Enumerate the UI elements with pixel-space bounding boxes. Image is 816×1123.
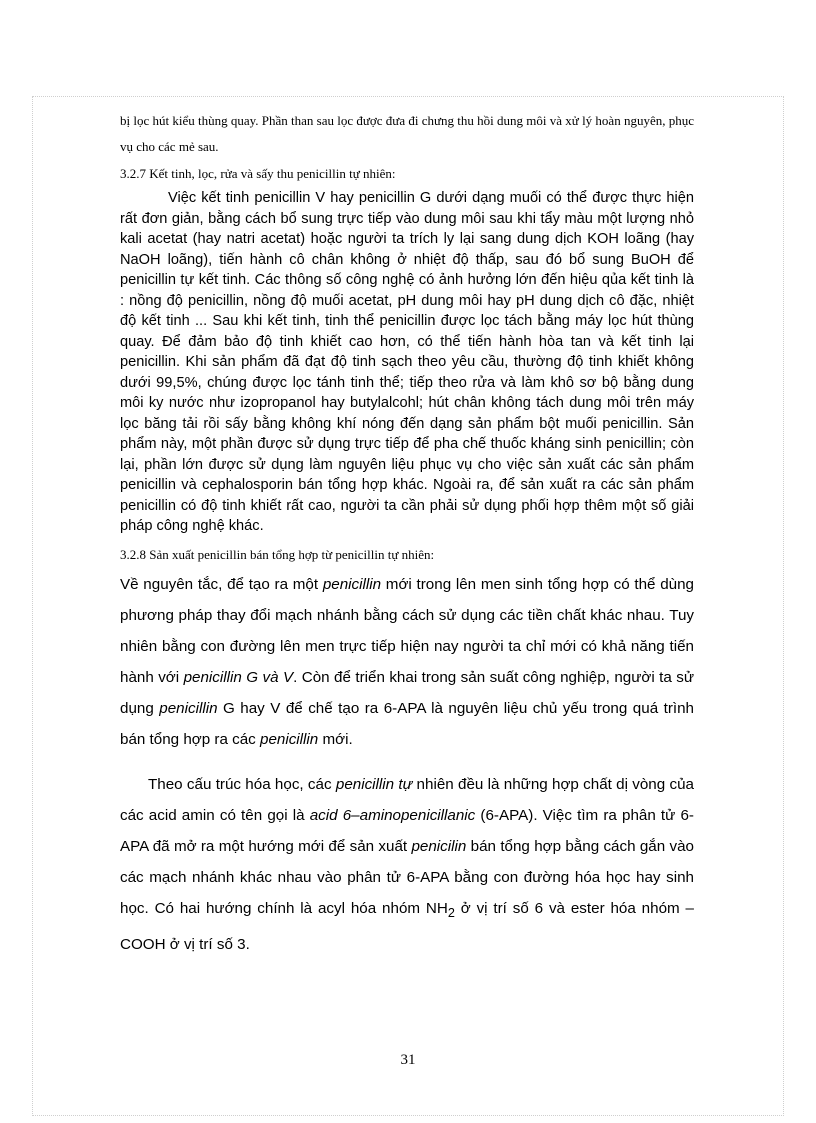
page-content: [120, 108, 694, 960]
italic-run: penicillin G và V: [183, 668, 294, 686]
italic-run: penicillin tự: [335, 775, 413, 793]
top-paragraph: bị lọc hút kiểu thùng quay. Phần than sau lọc được đưa đi chưng thu hồi dung môi và xử lý hoàn nguyên, phục vụ cho các mẻ sau.: [120, 113, 694, 154]
text-run: G hay V để chế tạo ra 6-APA là nguyên liệu chủ yếu trong quá trình bán tổng hợp ra các: [120, 699, 694, 748]
section-heading-3-2-7: 3.2.7 Kết tinh, lọc, rửa và sấy thu penicillin tự nhiên:: [120, 166, 396, 181]
text-run: (6-APA). Việc tìm ra phân tử 6-APA đã mở ra một hướng mới để sản xuất: [120, 806, 694, 855]
page-number: 31: [400, 1052, 416, 1068]
italic-run: penicilin: [411, 837, 467, 855]
text-run: Về nguyên tắc, để tạo ra một: [120, 575, 323, 593]
paragraph-principle: [120, 569, 694, 755]
section-heading-3-2-8: 3.2.8 Sản xuất penicillin bán tổng hợp từ penicillin tự nhiên:: [120, 546, 435, 562]
italic-run: penicillin: [159, 699, 218, 717]
text-run: bán tổng hợp bằng cách gắn vào các mạch nhánh khác nhau vào phân tử 6-APA bằng con đường hóa học hay sinh học. Có hai hướng chính là acyl hóa nhóm NH: [120, 837, 695, 917]
text-run: nhiên đều là những hợp chất dị vòng của các acid amin có tên gọi là: [120, 775, 694, 824]
text-run: mới.: [318, 730, 353, 748]
text-run: . Còn để triển khai trong sản suất công nghiệp, người ta sử dụng: [120, 668, 695, 717]
paragraph-chemical-structure: [120, 769, 694, 960]
text-run: mới trong lên men sinh tổng hợp có thể dùng phương pháp thay đổi mạch nhánh bằng cách sử dụng các tiền chất khác nhau. Tuy nhiên bằng con đường lên men trực tiếp hiện nay người ta chỉ mới có khả năng tiến hành với: [120, 575, 694, 686]
italic-run: penicillin: [260, 730, 319, 748]
italic-run: acid 6–aminopenicillanic: [309, 806, 476, 824]
text-run: Theo cấu trúc hóa học, các: [148, 775, 336, 793]
text-run: ở vị trí số 6 và ester hóa nhóm –COOH ở vị trí số 3.: [120, 899, 694, 953]
paragraph-crystallization: Việc kết tinh penicillin V hay penicillin G dưới dạng muối có thể được thực hiện rất đơn giản, bằng cách bổ sung trực tiếp vào dung môi sau khi tẩy màu một lượng nhỏ kali acetat (hay natri acetat) hoặc người ta trích ly lại sang dung dịch KOH loãng (hay NaOH loãng), tiến hành cô chân không ở nhiệt độ thấp, sau đó bổ sung BuOH để penicillin tự kết tinh. Các thông số công nghệ có ảnh hưởng lớn đến hiệu qủa kết tinh là : nồng độ penicillin, nồng độ muối acetat, pH dung môi hay pH dung dịch cô đặc, nhiệt độ kết tinh ... Sau khi kết tinh, tinh thể penicillin được lọc tách bằng máy lọc hút thùng quay. Để đảm bảo độ tinh khiết cao hơn, có thể tiến hành hòa tan và kết tinh lại penicillin. Khi sản phẩm đã đạt độ tinh sạch theo yêu cầu, thường độ tinh khiết không dưới 99,5%, chúng được lọc tánh tinh thể; tiếp theo rửa và làm khô sơ bộ bằng dung môi ky nước như izopropanol hay butylalcohl; hút chân không tách dung môi trên máy lọc băng tải rồi sấy bằng không khí nóng đến dạng sản phẩm bột muối penicillin. Sản phẩm này, một phần được sử dụng trực tiếp để pha chế thuốc kháng sinh penicillin; còn lại, phần lớn được sử dụng làm nguyên liệu phục vụ cho việc sản xuất các sản phẩm penicillin và cephalosporin bán tổng hợp khác. Ngoài ra, để sản xuất ra các sản phẩm penicillin có độ tinh khiết rất cao, người ta cần phải sử dụng phối hợp thêm một số giải pháp công nghệ khác.: [120, 190, 694, 534]
subscript: 2: [447, 905, 455, 920]
italic-run: penicillin: [322, 575, 382, 593]
